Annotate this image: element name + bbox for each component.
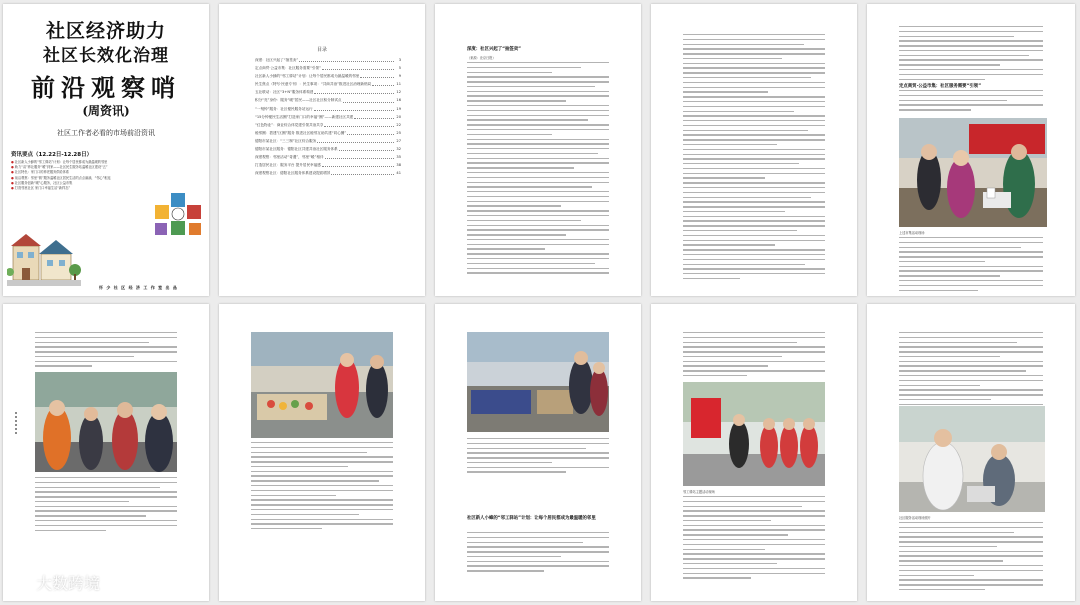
article-text-block: [467, 62, 609, 277]
cover-title-line1: 社区经济助力: [45, 20, 166, 42]
photo-caption: 社区服务活动现场照片: [899, 516, 931, 520]
article-page-9[interactable]: [651, 304, 857, 601]
article-page-4[interactable]: [651, 4, 857, 296]
article-page-7[interactable]: [219, 304, 425, 601]
article-text-block: [251, 442, 393, 533]
cover-highlight-item: ● 社区服务创新“暖”心服务，社区公益市集: [11, 181, 141, 186]
article-text-block: [899, 522, 1043, 594]
cover-title-line3: 前沿观察哨: [31, 73, 181, 102]
volunteer-event-photo: [683, 382, 825, 486]
article-heading: 社区新人小蜂的“邻工驿站”计划：让每个居民都成为最温暖的邻里: [467, 516, 596, 521]
toc-row[interactable]: 深度：社区兴起了“抽签卖” 3: [255, 58, 401, 62]
article-text-block: [467, 438, 609, 476]
article-text-block: [35, 477, 177, 534]
article-text-block: [899, 237, 1043, 294]
toc-row[interactable]: 积分“亮”身份：服务“暖”居民——社区社区积分制试点 16: [255, 98, 401, 103]
article-page-8[interactable]: [435, 304, 641, 601]
article-page-6[interactable]: [3, 304, 209, 601]
cover-highlight-item: ● 社区特色：家门口的养老服务供给体系: [11, 170, 141, 175]
watermark-text: 大数跨境: [36, 574, 101, 593]
article-page-5[interactable]: [867, 4, 1075, 296]
article-heading: 深度：社区兴起了“抽签卖”: [467, 47, 522, 52]
cover-title-line2: 社区长效化治理: [43, 46, 169, 66]
toc-title: 目录: [316, 47, 327, 53]
market-stall-photo: [251, 332, 393, 438]
article-text-block: [683, 332, 825, 380]
toc-row[interactable]: 民生焦点（特写·民意专刊）：民生事项：“共商共治”推进社区治理新格局 11: [255, 82, 401, 87]
cover-highlight-item: ● 社区新人小蜂的“邻工驿站”计划：让每个居民都成为最温暖的邻里: [11, 160, 141, 165]
toc-row[interactable]: 深度观察社区：德阳社区服务体系建设提质增效 41: [255, 171, 401, 176]
cover-subtitle: 社区工作者必看的市场前沿资讯: [57, 129, 155, 137]
cover-highlight-item: ● 打造邻里社区 家门口幸福生活“新样态”: [11, 186, 141, 191]
toc-page[interactable]: [219, 4, 425, 296]
cover-highlights-list: [11, 160, 141, 191]
article-text-block: [899, 26, 1043, 83]
toc-row[interactable]: 社区新人小蜂的“邻工驿站”计划：让每个居民都成为最温暖的邻里 9: [255, 74, 401, 79]
cover-title-line4: (周资讯): [82, 104, 130, 118]
article-text-block: [35, 332, 177, 370]
toc-row[interactable]: 深度观察：邻里活动“奇遇”，邻里“暖”相伴 35: [255, 155, 401, 160]
toc-row[interactable]: 德阳市某社区服务：德阳社区共建共治社区服务体系 32: [255, 147, 401, 152]
article-source: （来源：北京日报）: [467, 56, 496, 60]
cover-highlight-item: ● 前沿观察：邻里“微”服务温暖社区居民生活的点点滴滴，“邻心”相连: [11, 176, 141, 181]
market-photo: [899, 118, 1047, 227]
article-text-block: [683, 34, 825, 283]
toc-row[interactable]: “红色物业”：商业综合体党建引领共治共享 22: [255, 122, 401, 127]
article-text-block: [899, 90, 1043, 114]
drag-handle-icon[interactable]: [14, 411, 20, 435]
cover-footer: 怀 少 社 区 经 济 工 作 室 出 品: [99, 285, 178, 290]
ornament-graphic: [153, 191, 205, 245]
article-text-block: [683, 496, 825, 582]
cover-page[interactable]: [3, 4, 209, 296]
article-text-block: [467, 532, 609, 575]
toc-row[interactable]: 打造居民社区：服务平台 提升居民幸福感 38: [255, 163, 401, 168]
article-page-10[interactable]: [867, 304, 1075, 601]
toc-row[interactable]: “一刻钟”服务：社区便民服务站运行 19: [255, 106, 401, 111]
street-market-photo: [467, 332, 609, 432]
toc-row[interactable]: “15分钟便民生活圈”打造家门口的幸福“圈”——新建社区共建 20: [255, 114, 401, 119]
toc-row[interactable]: 五社联动：社区“3+N”服务体系构建 12: [255, 90, 401, 95]
cover-highlight-item: ● 助力“双”养社服务“暖”到家——社区民生服务站温暖社区建设“五”: [11, 165, 141, 170]
article-page-3[interactable]: [435, 4, 641, 296]
service-activity-photo: [899, 406, 1045, 512]
cover-section-label: 资讯要点（12.22日-12.28日）: [11, 152, 93, 158]
houses-illustration: [7, 226, 81, 288]
photo-caption: 邻工驿站主题活动现场: [683, 490, 715, 494]
community-photo: [35, 372, 177, 472]
article-heading: 定点商贸·公益市集：社区服务需要“引领”: [899, 84, 982, 89]
toc-row[interactable]: 睦邻圈：搭建“区圈”服务 推进社区睦邻互助共建“同心圈” 25: [255, 130, 401, 135]
toc-row[interactable]: 定点商贸·公益市集：社区服务需要“引领” 5: [255, 66, 401, 71]
watermark-logo-icon: [8, 569, 36, 597]
photo-caption: 上述市集活动现场: [899, 231, 925, 235]
toc-row[interactable]: 德阳市某社区：“三三制”社区综合服务 27: [255, 138, 401, 143]
toc-list: [255, 56, 401, 177]
